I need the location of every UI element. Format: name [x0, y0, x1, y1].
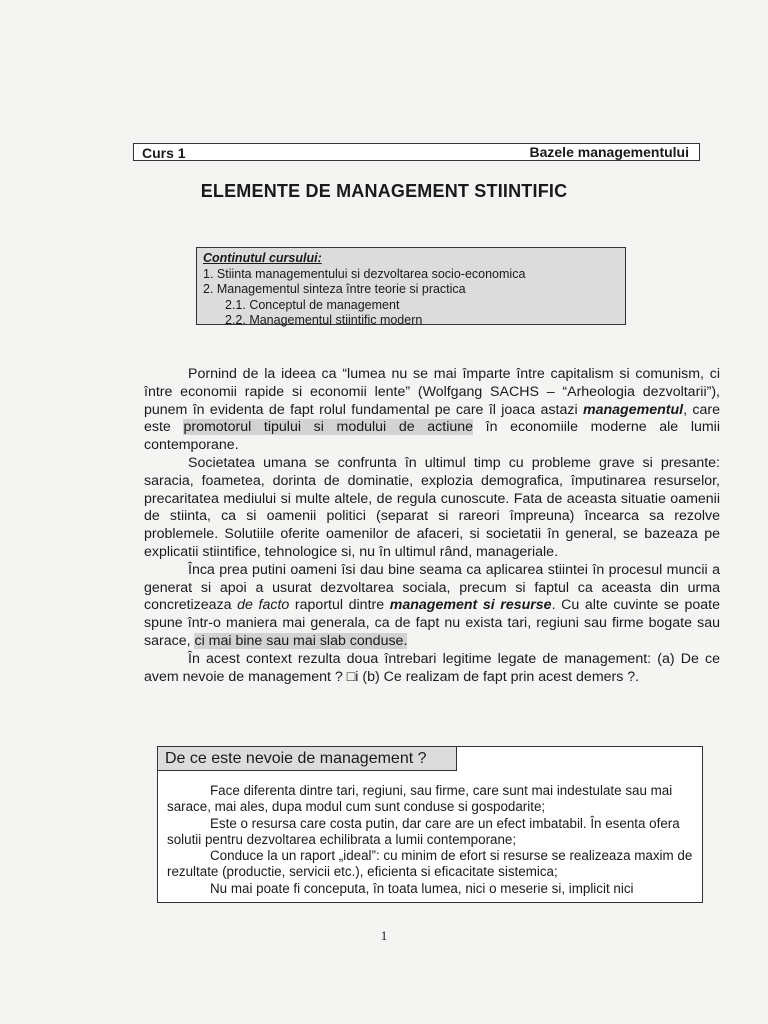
course-contents-box	[196, 247, 626, 325]
highlighted-text: promotorul tipului si modului de actiune	[183, 419, 474, 436]
contents-heading: Continutul cursului:	[203, 251, 322, 265]
emphasis-term: managementul	[582, 401, 684, 418]
body-text	[144, 366, 720, 686]
text-run: raportul dintre	[289, 597, 390, 614]
text-run: . Cu alte cuvinte se poate spune într-o maniera mai generala, ca de fapt nu exista tari, regiuni sau firme bogate sau sarace,	[144, 597, 721, 649]
text-run: Înca prea putini oameni îsi dau bine seama ca aplicarea stiintei în procesul muncii a generat si apoi a usurat dezvoltarea sociala, precum si faptul ca aceasta din urma concretizeaza	[144, 561, 720, 614]
course-header	[133, 143, 700, 161]
course-number: Curs 1	[142, 145, 186, 161]
box-body	[167, 783, 695, 897]
box-paragraph: Nu mai poate fi conceputa, în toata lumea, nici o meserie si, implicit nici	[210, 880, 634, 896]
paragraph	[144, 366, 720, 455]
highlighted-text: ci mai bine sau mai slab conduse.	[194, 632, 408, 649]
contents-subitem: 2.2. Managementul stiintific modern	[225, 313, 423, 327]
italic-term: de facto	[237, 597, 290, 614]
box-paragraph: Este o resursa care costa putin, dar care are un efect imbatabil. În esenta ofera solutii pentru dezvoltarea echilibrata a lumii contemporane;	[167, 815, 680, 847]
contents-item: 2. Managementul sinteza între teorie si practica	[203, 282, 466, 296]
contents-item: 1. Stiinta managementului si dezvoltarea socio-economica	[203, 266, 526, 281]
course-subject: Bazele managementului	[529, 144, 689, 160]
paragraph	[144, 562, 720, 651]
box-paragraph: Face diferenta dintre tari, regiuni, sau firme, care sunt mai indestulate sau mai sarace, mai ales, dupa modul cum sunt conduse si gospodarite;	[167, 783, 673, 815]
paragraph: În acest context rezulta doua întrebari legitime legate de management: (a) De ce avem nevoie de management ? □i (b) Ce realizam de fapt prin acest demers ?.	[144, 650, 720, 685]
text-run: , care este	[144, 401, 720, 436]
emphasis-term: management si resurse	[389, 597, 552, 614]
paragraph: Societatea umana se confrunta în ultimul timp cu probleme grave si presante: saracia, foametea, dorinta de dominatie, explozia demografica, împutinarea resurselor, precaritatea mediului si multe altele, de regula cunoscute. Fata de aceasta situatie oamenii de stiinta, ca si oamenii politici (separat si rareori împreuna) încearca sa rezolve problemele. Solutiile oferite oamenilor de afaceri, si societatii în general, se bazeaza pe explicatii stiintifice, tehnologice si, nu în ultimul rând, manageriale.	[144, 454, 720, 560]
text-run: Pornind de la ideea ca “lumea nu se mai împarte între capitalism si comunism, ci între economii rapide si economii lente” (Wolfgang SACHS – “Arheologia dezvoltarii”), punem în evidenta de fapt rolul fundamental pe care îl joaca astazi	[144, 366, 720, 418]
page-number: 1	[380, 928, 388, 943]
box-paragraph: Conduce la un raport „ideal”: cu minim de efort si resurse se realizeaza maxim de rezultate (productie, servicii etc.), eficienta si eficacitate sistemica;	[167, 848, 693, 880]
page-title: ELEMENTE DE MANAGEMENT STIINTIFIC	[200, 181, 568, 201]
contents-subitem: 2.1. Conceptul de management	[225, 297, 400, 312]
text-run: în economiile moderne ale lumii contemporane.	[144, 419, 720, 454]
why-management-box	[157, 746, 703, 903]
box-heading: De ce este nevoie de management ?	[158, 747, 457, 771]
